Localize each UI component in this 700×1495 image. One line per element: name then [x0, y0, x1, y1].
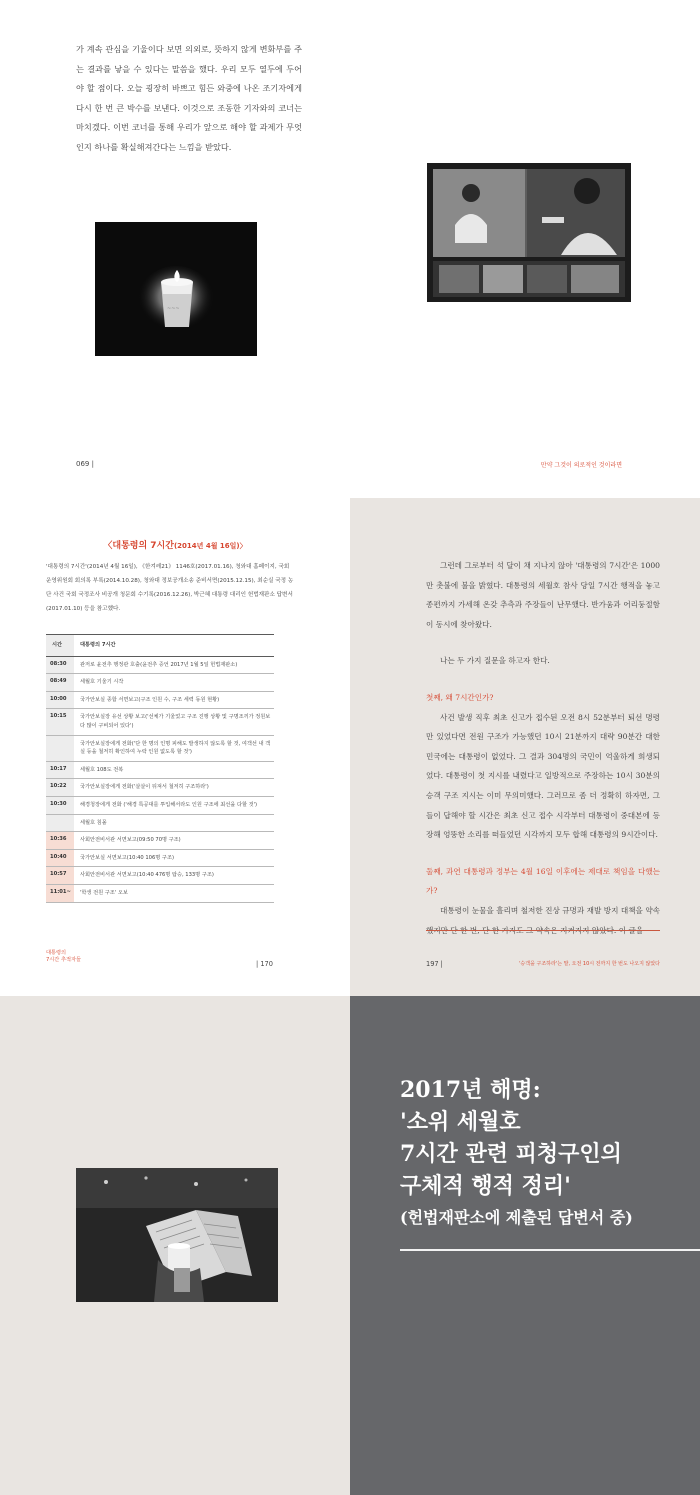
table-row: [46, 762, 274, 780]
title-line: 구체적 행적 정리': [400, 1173, 571, 1199]
title-line: 7시간 관련 피청구인의: [400, 1141, 622, 1167]
reading-by-candlelight-photo: [76, 1168, 278, 1302]
body-text: [426, 556, 660, 940]
broadcast-screen-photo: [427, 163, 631, 302]
row-desc: 국가안보실 종합 서면보고(구조 인원 수, 구조 세력 동원 현황): [80, 696, 220, 703]
row-desc: 관저로 윤전추 행정관 호출(윤전추 증언 2017년 1월 5일 헌법재판소): [80, 661, 238, 668]
paragraph: 그런데 그로부터 석 달이 채 지나지 않아 '대통령의 7시간'은 1000만 촛불에 불을 밝혔다. 대통령의 세월호 참사 당일 7시간 행적을 놓고 종편까지 가세해 온갖 추측과 주장들이 난무했다. 반가움과 어리둥절함이 동시에 찾아왔다.: [426, 561, 660, 629]
table-body: [46, 657, 274, 903]
row-desc: '학생 전원 구조' 오보: [80, 889, 128, 896]
folio: 069 |: [76, 460, 94, 468]
title-rule: [400, 1249, 700, 1251]
paragraph: 대통령이 눈물을 흘리며 철저한 진상 규명과 재발 방지 대책을 약속했지만 단 한 번, 단 한 가지도 그 약속은 지켜지지 않았다. 이 글을: [426, 905, 660, 935]
row-time: 10:57: [46, 867, 74, 884]
header-desc: 대통령의 7시간: [80, 642, 116, 648]
heading-text: 〈대통령의 7시간: [103, 541, 174, 551]
row-time: 08:49: [46, 674, 74, 691]
table-row: [46, 797, 274, 815]
table-row: [46, 832, 274, 850]
page-197: [350, 498, 700, 996]
table-header-row: [46, 634, 274, 657]
row-time: [46, 815, 74, 832]
body-paragraph: 가 계속 관심을 기울이다 보면 의외로, 뜻하지 않게 변화부를 주는 결과를 낳을 수 있다는 말씀을 했다. 우리 모두 열두에 두어야 할 점이다. 오늘 굉장히 바쁘고 힘든 와중에 나온 조기자에게 다시 한 번 큰 박수를 보낸다. 이것으로 조동한 기자와의 코너는 마치겠다. 이번 코너를 통해 우리가 앞으로 해야 할 과제가 무엇인지 하나를 확실해져간다는 느낌을 받았다.: [76, 44, 302, 152]
page-170: [0, 498, 350, 996]
running-head: '승객을 구조하라'는 말, 오전 10시 전까지 한 번도 나오지 않았다: [519, 961, 660, 967]
title-line: '소위 세월호: [400, 1109, 521, 1135]
title-line: 2017년 해명:: [400, 1077, 541, 1103]
table-row: [46, 815, 274, 833]
table-row: [46, 657, 274, 675]
row-desc: 국가안보실장에게 전화('살살이 뒤져서 철저히 구조하라'): [80, 784, 209, 791]
table-row: [46, 779, 274, 797]
chapter-subtitle: (헌법재판소에 제출된 답변서 중): [400, 1208, 633, 1227]
row-time: 10:15: [46, 709, 74, 734]
row-time: 10:17: [46, 762, 74, 779]
row-time: 11:01~: [46, 885, 74, 902]
running-foot-line1: 대통령의: [46, 950, 67, 956]
table-row: [46, 709, 274, 735]
folio: | 170: [256, 960, 273, 968]
footer-rule: [426, 930, 660, 931]
row-desc: 세월호 기울기 시작: [80, 679, 124, 686]
row-desc: 국가안보실장에게 전화('단 한 명의 인명 피해도 발생하지 않도록 할 것, 여객선 내 객실 등을 철저히 확인하여 누락 인원 없도록 할 것'): [80, 740, 271, 756]
row-time: 08:30: [46, 657, 74, 674]
running-foot-line2: 7시간 추적자들: [46, 957, 82, 963]
running-head: 만약 그것이 의로적인 것이라면: [540, 462, 622, 469]
table-row: [46, 850, 274, 868]
chapter-title: [400, 1074, 680, 1232]
heading-date: (2014년 4월 16일)〉: [173, 542, 247, 550]
row-desc: 세월호 침몰: [80, 819, 107, 826]
table-row: [46, 692, 274, 710]
table-row: [46, 885, 274, 903]
photo-page: [0, 996, 350, 1495]
chapter-title-page: [350, 996, 700, 1495]
row-desc: 국가안보실 서면보고(10:40 106명 구조): [80, 854, 174, 861]
row-desc: 사회안전비서관 서면보고(10:40 476명 탑승, 133명 구조): [80, 872, 214, 879]
question-heading: 둘째, 과연 대통령과 정부는 4월 16일 이후에는 제대로 책임을 다했는가?: [426, 866, 660, 896]
row-time: 10:30: [46, 797, 74, 814]
paragraph: 사건 발생 직후 최초 신고가 접수된 오전 8시 52분부터 퇴선 명령만 있었다면 전원 구조가 가능했던 10시 21분까지 대략 90분간 대한민국에는 대통령이 없었다. 그 결과 304명의 국민이 억울하게 희생되었다. 대통령이 첫 지시를 내렸다고 일방적으로 주장하는 10시 30분의 승객 구조 지시는 이미 무의미했다. 그러므로 좀 더 정확히 하자면, 그들이 답해야 할 시간은 최초 신고 접수 시각부터 대통령이 중대본에 등장해 엉뚱한 소리를 떠들었던 시각까지 모두 합해 대통령의 9시간이다.: [426, 712, 660, 840]
folio: 197 |: [426, 960, 443, 968]
svg-text:~~~: ~~~: [167, 306, 180, 312]
row-desc: 사회안전비서관 서면보고(09:50 70명 구조): [80, 837, 181, 844]
timeline-table: [46, 634, 274, 903]
running-foot: [46, 950, 81, 964]
candle-photo: [95, 222, 257, 356]
table-row: [46, 736, 274, 762]
row-time: 10:36: [46, 832, 74, 849]
table-row: [46, 867, 274, 885]
row-time: 10:40: [46, 850, 74, 867]
section-heading: [0, 538, 350, 551]
row-desc: 세월호 108도 전복: [80, 766, 124, 773]
intro-paragraph: '대통령의 7시간'(2014년 4월 16일), 《한겨레21》 1146호(2017.01.16), 청와대 홈페이지, 국회 운영위원회 회의록 부록(2014.10.28), 청와대 정보공개소송 준비서면(2015.12.15), 최순실 국정 농단 사건 국회 국정조사 비공개 청문회 수기록(2016.12.26), 박근혜 대통령 대리인 헌법재판소 답변서(2017.01.10) 등을 참고했다.: [46, 564, 294, 612]
page-069: [0, 0, 700, 498]
row-desc: 해경청장에게 전화 ('해경 특공대를 투입해서라도 인원 구조에 최선을 다할 것'): [80, 801, 258, 808]
row-desc: 국가안보실장 유선 상황 보고('선체가 기울었고 구조 진행 상황 및 구명조끼가 정원보다 많이 구비되어 있다'): [80, 714, 271, 729]
header-time: 시간: [46, 635, 74, 656]
row-time: [46, 736, 74, 761]
row-time: 10:00: [46, 692, 74, 709]
table-row: [46, 674, 274, 692]
row-time: 10:22: [46, 779, 74, 796]
question-heading: 첫째, 왜 7시간인가?: [426, 692, 494, 702]
paragraph: 나는 두 가지 질문을 하고자 한다.: [440, 656, 550, 666]
